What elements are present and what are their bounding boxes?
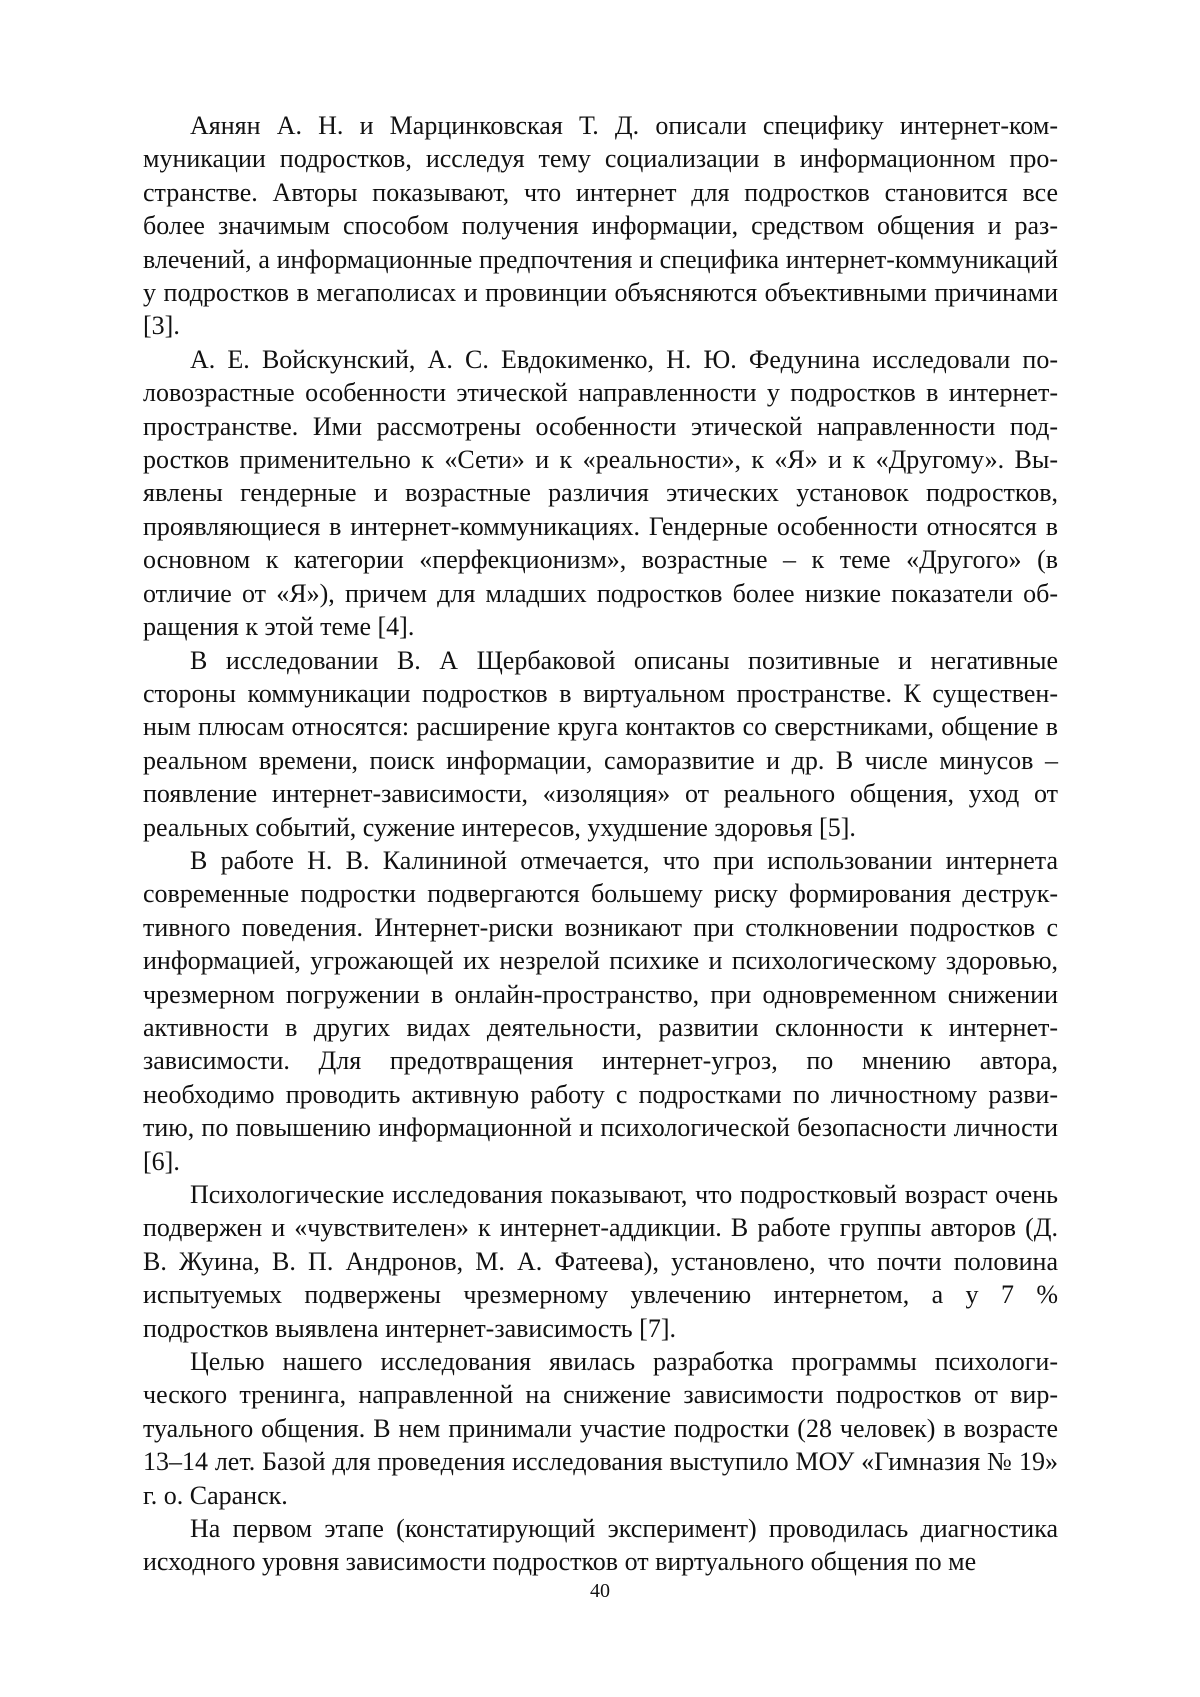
- paragraph-1: Аянян А. Н. и Марцинковская Т. Д. описали специфику интернет-коммуникации подростков, исследуя тему социализации в информационном пространстве. Авторы показывают, что интернет для подростков становится все более значимым способом получения информации, средством общения и развлечений, а информационные предпочтения и специфика интернет-коммуникаций у подростков в мегаполисах и провинции объясняются объективными причинами [3].: [143, 111, 1058, 341]
- paragraph-2: А. Е. Войскунский, А. С. Евдокименко, Н. Ю. Федунина исследовали половозрастные особенности этической направленности у подростков в интернет-пространстве. Ими рассмотрены особенности этической направленности подростков применительно к «Сети» и к «реальности», к «Я» и к «Другому». Выявлены гендерные и возрастные различия этических установок подростков, проявляющиеся в интернет-коммуникациях. Гендерные особенности относятся в основном к категории «перфекционизм», возрастные – к теме «Другого» (в отличие от «Я»), причем для младших подростков более низкие показатели обращения к этой теме [4].: [143, 344, 1058, 642]
- paragraph-5: Психологические исследования показывают, что подростковый возраст очень подвержен и «чувствителен» к интернет-аддикции. В работе группы авторов (Д. В. Жуина, В. П. Андронов, М. А. Фатеева), установлено, что почти половина испытуемых подвержены чрезмерному увлечению интернетом, а у 7 % подростков выявлена интернет-зависимость [7].: [143, 1180, 1058, 1343]
- paragraph-6: Целью нашего исследования явилась разработка программы психологического тренинга, направленной на снижение зависимости подростков от виртуального общения. В нем принимали участие подростки (28 человек) в возрасте 13–14 лет. Базой для проведения исследования выступило МОУ «Гимназия № 19» г. о. Саранск.: [143, 1347, 1058, 1510]
- paragraph-7: На первом этапе (констатирующий эксперимент) проводилась диагностика исходного уровня зависимости подростков от виртуального общения по ме: [143, 1514, 1058, 1577]
- paragraph-4: В работе Н. В. Калининой отмечается, что при использовании интернета современные подростки подвергаются большему риску формирования деструктивного поведения. Интернет-риски возникают при столкновении подростков с информацией, угрожающей их незрелой психике и психологическому здоровью, чрезмерном погружении в онлайн-пространство, при одновременном снижении активности в других видах деятельности, развитии склонности к интернет-зависимости. Для предотвращения интернет-угроз, по мнению автора, необходимо проводить активную работу с подростками по личностному развитию, по повышению информационной и психологической безопасности личности [6].: [143, 845, 1058, 1176]
- paragraph-3: В исследовании В. А Щербаковой описаны позитивные и негативные стороны коммуникации подростков в виртуальном пространстве. К существенным плюсам относятся: расширение круга контактов со сверстниками, общение в реальном времени, поиск информации, саморазвитие и др. В числе минусов – появление интернет-зависимости, «изоляция» от реального общения, уход от реальных событий, сужение интересов, ухудшение здоровья [5].: [143, 645, 1058, 842]
- body-text: [143, 109, 1058, 1579]
- page-number: 40: [590, 1580, 610, 1602]
